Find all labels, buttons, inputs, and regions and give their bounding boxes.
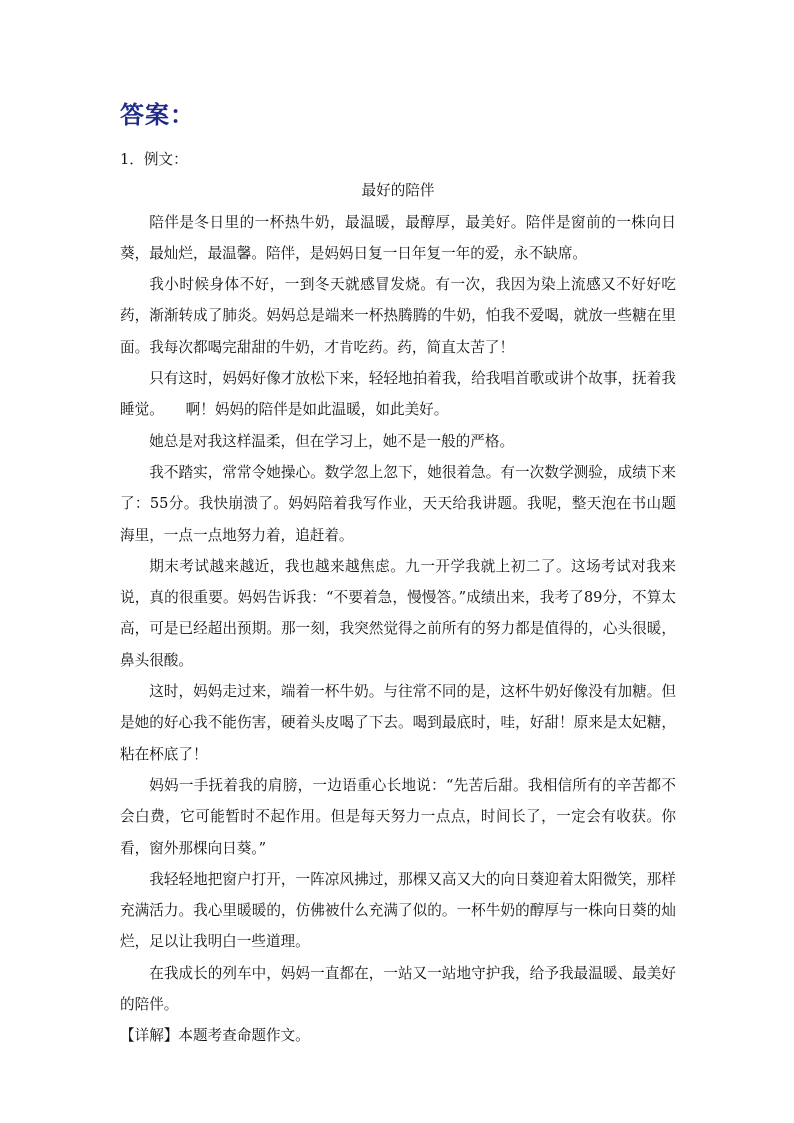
question-label: 例文： <box>143 151 188 168</box>
essay-paragraph: 妈妈一手抚着我的肩膀，一边语重心长地说：“先苦后甜。我相信所有的辛苦都不会白费，它可能暂时不起作用。但是每天努力一点点，时间长了，一定会有收获。你看，窗外那棵向日葵。” <box>120 776 676 857</box>
essay-paragraph: 只有这时，妈妈好像才放松下来，轻轻地拍着我，给我唱首歌或讲个故事，抚着我睡觉。 啊！妈妈的陪伴是如此温暖，如此美好。 <box>120 370 676 419</box>
answer-heading: 答案： <box>120 100 195 129</box>
essay-paragraph: 我轻轻地把窗户打开，一阵凉风拂过，那棵又高又大的向日葵迎着太阳微笑，那样充满活力。我心里暖暖的，仿佛被什么充满了似的。一杯牛奶的醇厚与一株向日葵的灿烂，足以让我明白一些道理。 <box>120 870 676 951</box>
essay-paragraph: 期末考试越来越近，我也越来越焦虑。九一开学我就上初二了。这场考试对我来说，真的很重要。妈妈告诉我：“不要着急，慢慢答。”成绩出来，我考了89分，不算太高，可是已经超出预期。那一刻，我突然觉得之前所有的努力都是值得的，心头很暖，鼻头很酸。 <box>120 557 676 669</box>
answer-content <box>120 144 676 1052</box>
essay-paragraph: 我不踏实，常常令她操心。数学忽上忽下，她很着急。有一次数学测验，成绩下来了：55分。我快崩溃了。妈妈陪着我写作业，天天给我讲题。我呢，整天泡在书山题海里，一点一点地努力着，追赶着。 <box>120 463 676 544</box>
essay-paragraph: 我小时候身体不好，一到冬天就感冒发烧。有一次，我因为染上流感又不好好吃药，渐渐转成了肺炎。妈妈总是端来一杯热腾腾的牛奶，怕我不爱喝，就放一些糖在里面。我每次都喝完甜甜的牛奶，才肯吃药。药，简直太苦了！ <box>120 276 676 356</box>
essay-paragraph: 她总是对我这样温柔，但在学习上，她不是一般的严格。 <box>149 432 515 450</box>
essay-paragraph: 这时，妈妈走过来，端着一杯牛奶。与往常不同的是，这杯牛奶好像没有加糖。但是她的好心我不能伤害，硬着头皮喝了下去。喝到最底时，哇，好甜！原来是太妃糖，粘在杯底了！ <box>120 683 676 763</box>
detail-explanation: 【详解】本题考查命题作文。 <box>120 1027 310 1045</box>
question-number: 1． <box>120 151 144 168</box>
essay-title: 最好的陪伴 <box>361 182 435 200</box>
question-line <box>120 144 676 175</box>
essay-paragraph: 陪伴是冬日里的一杯热牛奶，最温暖，最醇厚，最美好。陪伴是窗前的一株向日葵，最灿烂，最温馨。陪伴，是妈妈日复一日年复一年的爱，永不缺席。 <box>120 213 676 262</box>
essay-paragraph: 在我成长的列车中，妈妈一直都在，一站又一站地守护我，给予我最温暖、最美好的陪伴。 <box>120 964 676 1014</box>
